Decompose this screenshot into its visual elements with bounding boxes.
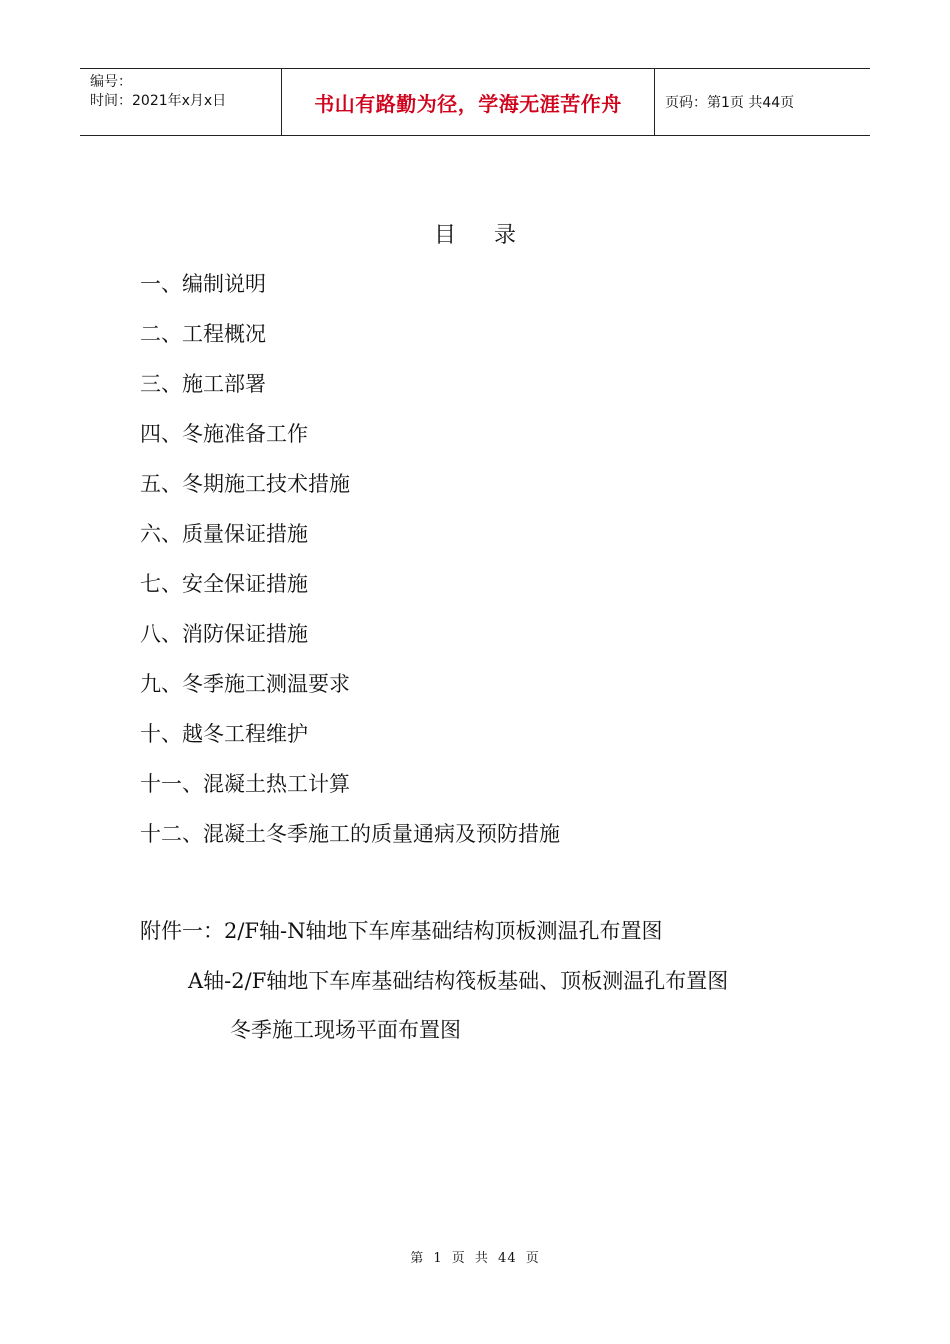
toc-title: 目录	[433, 223, 554, 248]
header-number-label: 编号：	[90, 74, 132, 90]
toc-item: 四、冬施准备工作	[140, 422, 308, 446]
toc-list	[140, 266, 560, 866]
page-footer: 第 1 页 共 44 页	[410, 1251, 540, 1266]
page-header	[80, 68, 870, 136]
toc-item: 七、安全保证措施	[140, 572, 308, 596]
header-page-info: 页码：第1页 共44页	[665, 95, 795, 111]
toc-item: 十、越冬工程维护	[140, 722, 308, 746]
toc-item: 三、施工部署	[140, 372, 266, 396]
toc-item: 一、编制说明	[140, 272, 266, 296]
toc-item: 八、消防保证措施	[140, 622, 308, 646]
toc-item: 十二、混凝土冬季施工的质量通病及预防措施	[140, 822, 560, 846]
attachment-line-3: 冬季施工现场平面布置图	[230, 1018, 461, 1042]
toc-item: 五、冬期施工技术措施	[140, 472, 350, 496]
toc-item: 二、工程概况	[140, 322, 266, 346]
toc-item: 十一、混凝土热工计算	[140, 772, 350, 796]
attachment-line-2: A轴-2/F轴地下车库基础结构筏板基础、顶板测温孔布置图	[188, 969, 729, 993]
header-time-label: 时间：2021年x月x日	[90, 93, 227, 109]
header-meta	[80, 69, 282, 135]
header-motto: 书山有路勤为径，学海无涯苦作舟	[282, 69, 655, 135]
toc-item: 九、冬季施工测温要求	[140, 672, 350, 696]
attachment-line-1: 附件一：2/F轴-N轴地下车库基础结构顶板测温孔布置图	[140, 919, 663, 943]
toc-item: 六、质量保证措施	[140, 522, 308, 546]
